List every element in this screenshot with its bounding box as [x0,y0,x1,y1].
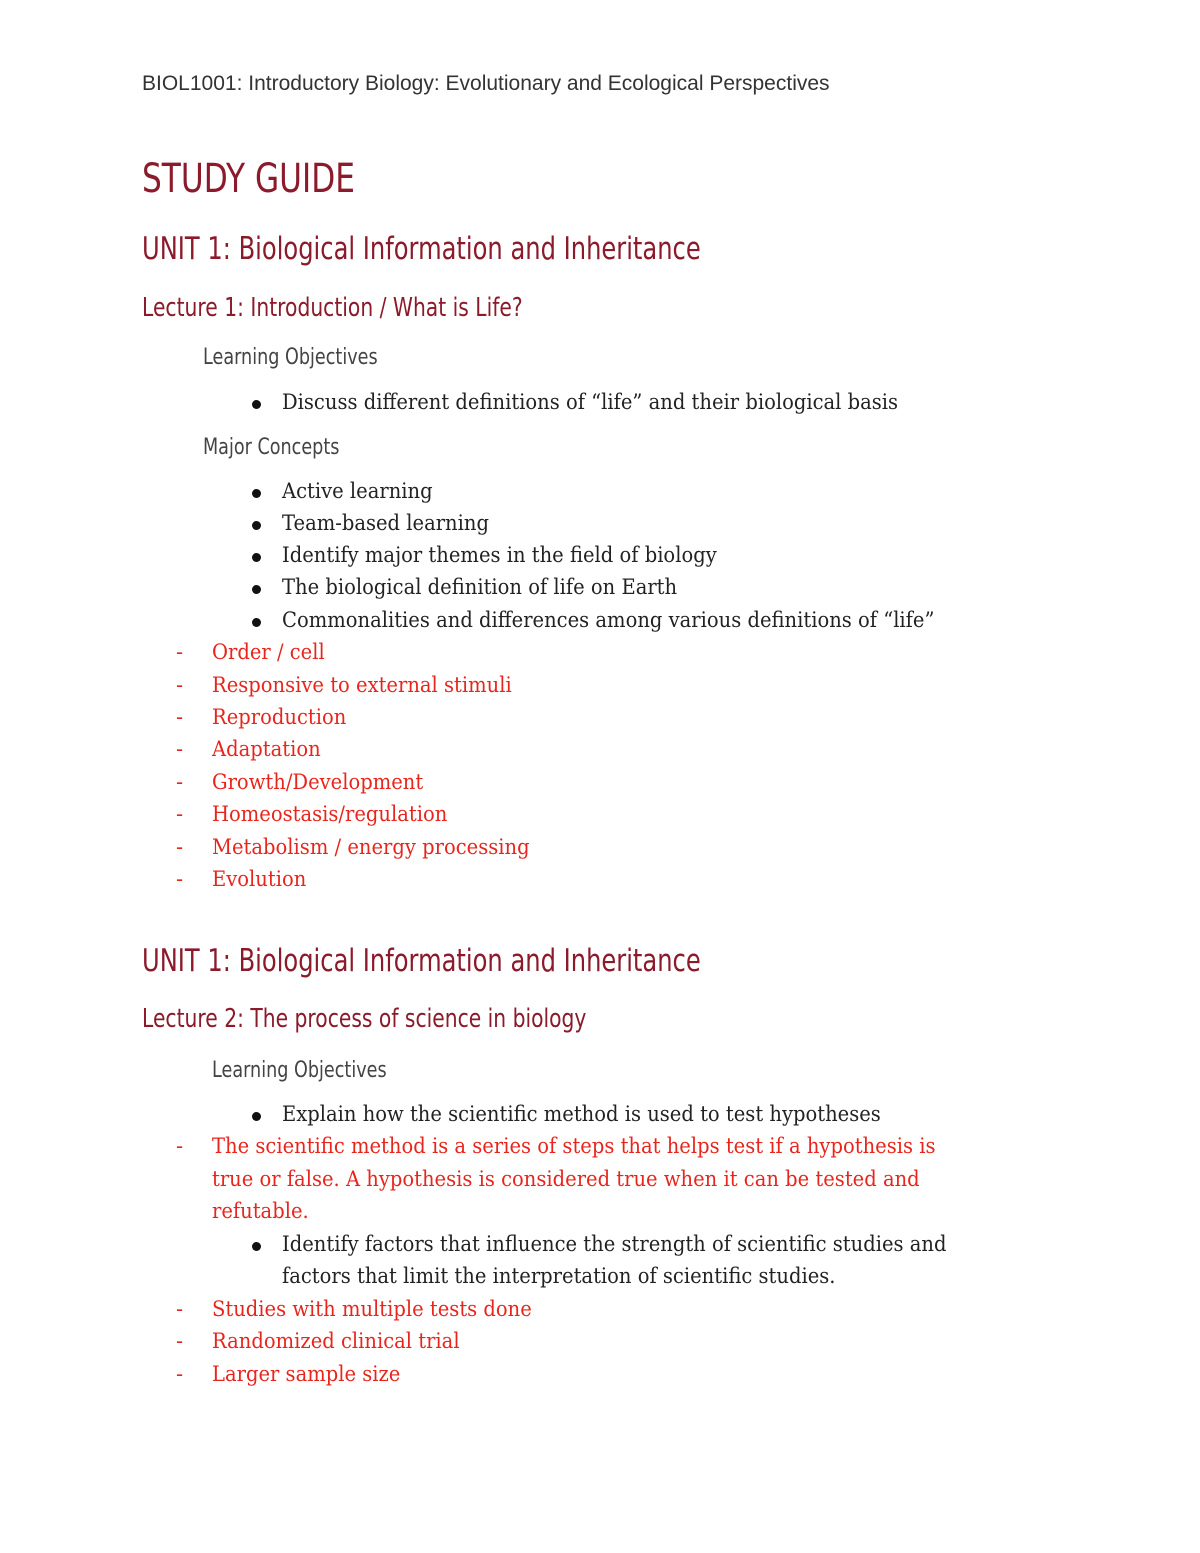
major-concept: Team-based learning [282,511,489,535]
learning-objectives-heading: Learning Objectives [203,345,378,370]
bullet-icon [252,400,261,409]
bullet-icon [252,521,261,530]
dash-marker: - [176,1329,184,1353]
dash-marker: - [176,737,184,761]
dash-marker: - [176,1297,184,1321]
note-line: true or false. A hypothesis is considered true when it can be tested and [212,1167,920,1191]
dash-marker: - [176,640,184,664]
major-concept: Commonalities and differences among various definitions of “life” [282,608,935,632]
note-item: Metabolism / energy processing [212,835,530,859]
document-title: STUDY GUIDE [142,156,355,202]
learning-objectives-heading: Learning Objectives [212,1058,387,1083]
unit-heading: UNIT 1: Biological Information and Inheritance [142,943,701,979]
bullet-icon [252,489,261,498]
note-item: Reproduction [212,705,347,729]
dash-marker: - [176,1134,184,1158]
note-line: The scientific method is a series of steps that helps test if a hypothesis is [212,1134,936,1158]
bullet-icon [252,585,261,594]
bullet-icon [252,553,261,562]
note-item: Adaptation [212,737,321,761]
bullet-icon [252,618,261,627]
major-concept: Active learning [282,479,433,503]
learning-objective-line: factors that limit the interpretation of scientific studies. [282,1264,836,1288]
learning-objective: Explain how the scientific method is used to test hypotheses [282,1102,881,1126]
dash-marker: - [176,802,184,826]
note-item: Randomized clinical trial [212,1329,460,1353]
note-item: Larger sample size [212,1362,401,1386]
lecture-heading: Lecture 1: Introduction / What is Life? [142,293,523,323]
note-line: refutable. [212,1199,309,1223]
dash-marker: - [176,835,184,859]
unit-heading: UNIT 1: Biological Information and Inheritance [142,231,701,267]
note-item: Studies with multiple tests done [212,1297,532,1321]
bullet-icon [252,1242,261,1251]
note-item: Order / cell [212,640,325,664]
dash-marker: - [176,867,184,891]
dash-marker: - [176,770,184,794]
note-item: Growth/Development [212,770,424,794]
note-item: Evolution [212,867,307,891]
major-concept: The biological definition of life on Earth [282,575,678,599]
dash-marker: - [176,705,184,729]
lecture-heading: Lecture 2: The process of science in biology [142,1004,587,1034]
learning-objective-line: Identify factors that influence the strength of scientific studies and [282,1232,947,1256]
note-item: Homeostasis/regulation [212,802,448,826]
major-concept: Identify major themes in the field of biology [282,543,717,567]
major-concepts-heading: Major Concepts [203,435,340,460]
course-header: BIOL1001: Introductory Biology: Evolutionary and Ecological Perspectives [142,72,830,95]
note-item: Responsive to external stimuli [212,673,512,697]
bullet-icon [252,1112,261,1121]
dash-marker: - [176,1362,184,1386]
dash-marker: - [176,673,184,697]
learning-objective: Discuss different definitions of “life” and their biological basis [282,390,899,414]
